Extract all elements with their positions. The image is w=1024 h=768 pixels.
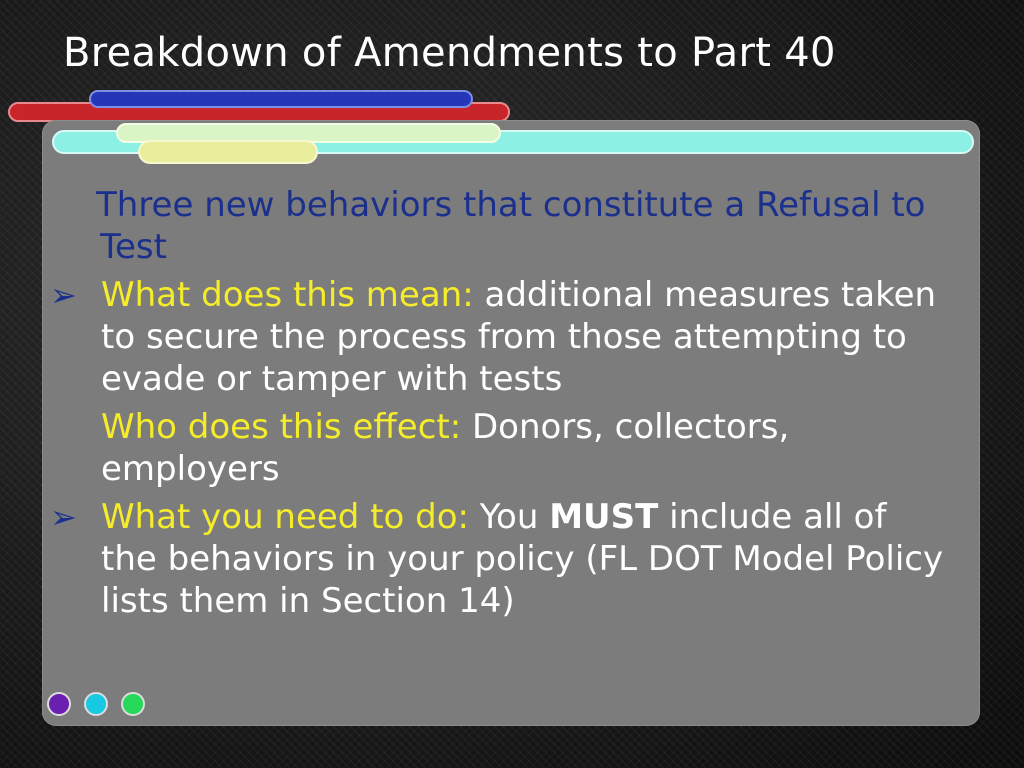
slide-title: Breakdown of Amendments to Part 40: [63, 30, 836, 76]
bullet-what-you-need-to-do: [50, 496, 950, 622]
bullet-text: additional measures taken to secure the process from those attempting to evade or tamper with tests: [101, 275, 937, 399]
paragraph-label: Who does this effect:: [101, 407, 462, 447]
bullet-label: What does this mean:: [101, 275, 474, 315]
purple-dot-icon: [47, 692, 71, 716]
paragraph-text: Donors, collectors, employers: [101, 407, 790, 489]
bullet-what-does-this-mean: [50, 274, 950, 400]
bullet-text-before: You: [468, 497, 550, 537]
decorative-blue-bar: [89, 90, 473, 108]
green-dot-icon: [121, 692, 145, 716]
bullet-text-after: include all of the behaviors in your policy (FL DOT Model Policy lists them in Section 14): [101, 497, 944, 621]
decorative-yellow-bar: [138, 140, 318, 164]
emphasis-text: MUST: [549, 497, 659, 537]
slide-dots: [47, 692, 145, 716]
arrow-bullet-icon: ➢: [50, 276, 77, 314]
slide-body: [50, 184, 950, 622]
arrow-bullet-icon: ➢: [50, 498, 77, 536]
paragraph-who-does-this-effect: [50, 406, 950, 490]
intro-text: Three new behaviors that constitute a Refusal to Test: [96, 185, 926, 267]
bullet-label: What you need to do:: [101, 497, 469, 537]
cyan-dot-icon: [84, 692, 108, 716]
